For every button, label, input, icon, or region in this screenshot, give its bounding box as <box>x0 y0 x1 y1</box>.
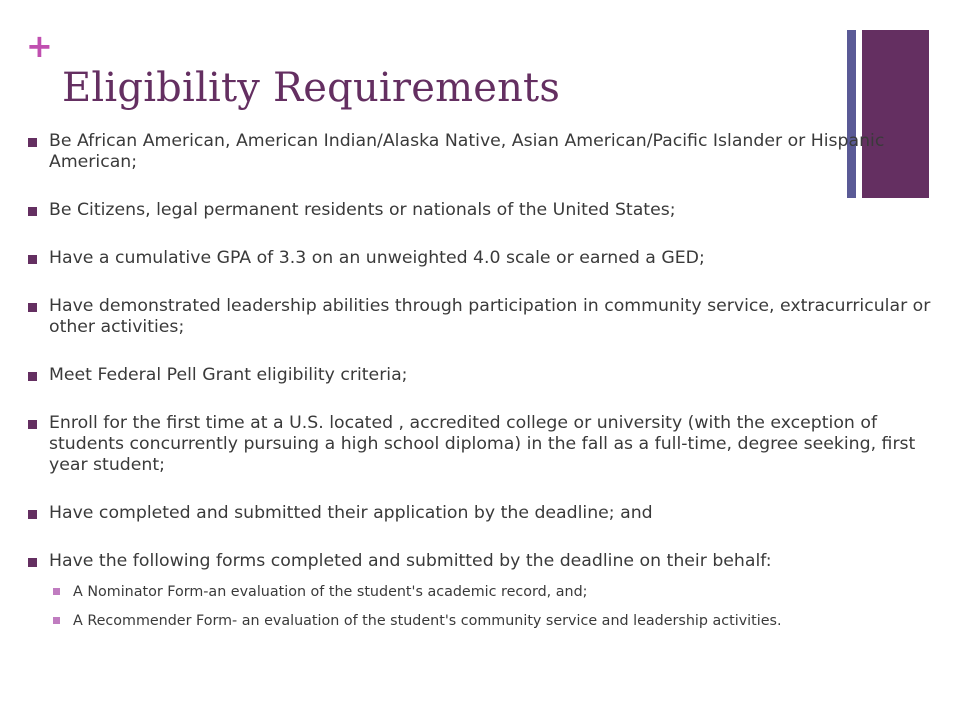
bullet-text: Have the following forms completed and submitted by the deadline on their behalf: <box>49 551 772 571</box>
square-bullet-icon <box>28 138 37 147</box>
bullet-item <box>28 551 938 572</box>
bullet-item <box>28 503 938 524</box>
square-bullet-icon <box>28 255 37 264</box>
square-bullet-icon <box>28 303 37 312</box>
bullet-text: Be African American, American Indian/Alaska Native, Asian American/Pacific Islander or Hispanic American; <box>49 131 885 172</box>
slide-title: Eligibility Requirements <box>62 65 561 111</box>
bullet-item <box>28 365 938 386</box>
bullet-list <box>28 131 938 630</box>
bullet-item <box>28 248 938 269</box>
square-bullet-icon <box>28 510 37 519</box>
square-sub-bullet-icon <box>53 617 60 624</box>
sub-bullet-text: A Recommender Form- an evaluation of the student's community service and leadership activities. <box>73 613 782 629</box>
square-bullet-icon <box>28 372 37 381</box>
plus-icon: + <box>26 27 53 65</box>
bullet-item <box>28 413 938 476</box>
square-bullet-icon <box>28 420 37 429</box>
bullet-text: Have a cumulative GPA of 3.3 on an unweighted 4.0 scale or earned a GED; <box>49 248 705 268</box>
sub-bullet-text: A Nominator Form-an evaluation of the student's academic record, and; <box>73 584 588 600</box>
bullet-text: Meet Federal Pell Grant eligibility criteria; <box>49 365 408 385</box>
bullet-text: Have completed and submitted their application by the deadline; and <box>49 503 653 523</box>
bullet-text: Have demonstrated leadership abilities through participation in community service, extracurricular or other activities; <box>49 296 931 337</box>
sub-bullet-item <box>53 612 938 630</box>
bullet-text: Be Citizens, legal permanent residents or nationals of the United States; <box>49 200 676 220</box>
square-bullet-icon <box>28 207 37 216</box>
bullet-text: Enroll for the first time at a U.S. located , accredited college or university (with the exception of students concurrently pursuing a high school diploma) in the fall as a full-time, degree seeking, first year student; <box>49 413 916 475</box>
bullet-item <box>28 296 938 338</box>
bullet-item <box>28 200 938 221</box>
square-sub-bullet-icon <box>53 588 60 595</box>
square-bullet-icon <box>28 558 37 567</box>
bullet-item <box>28 131 938 173</box>
sub-bullet-item <box>53 583 938 601</box>
